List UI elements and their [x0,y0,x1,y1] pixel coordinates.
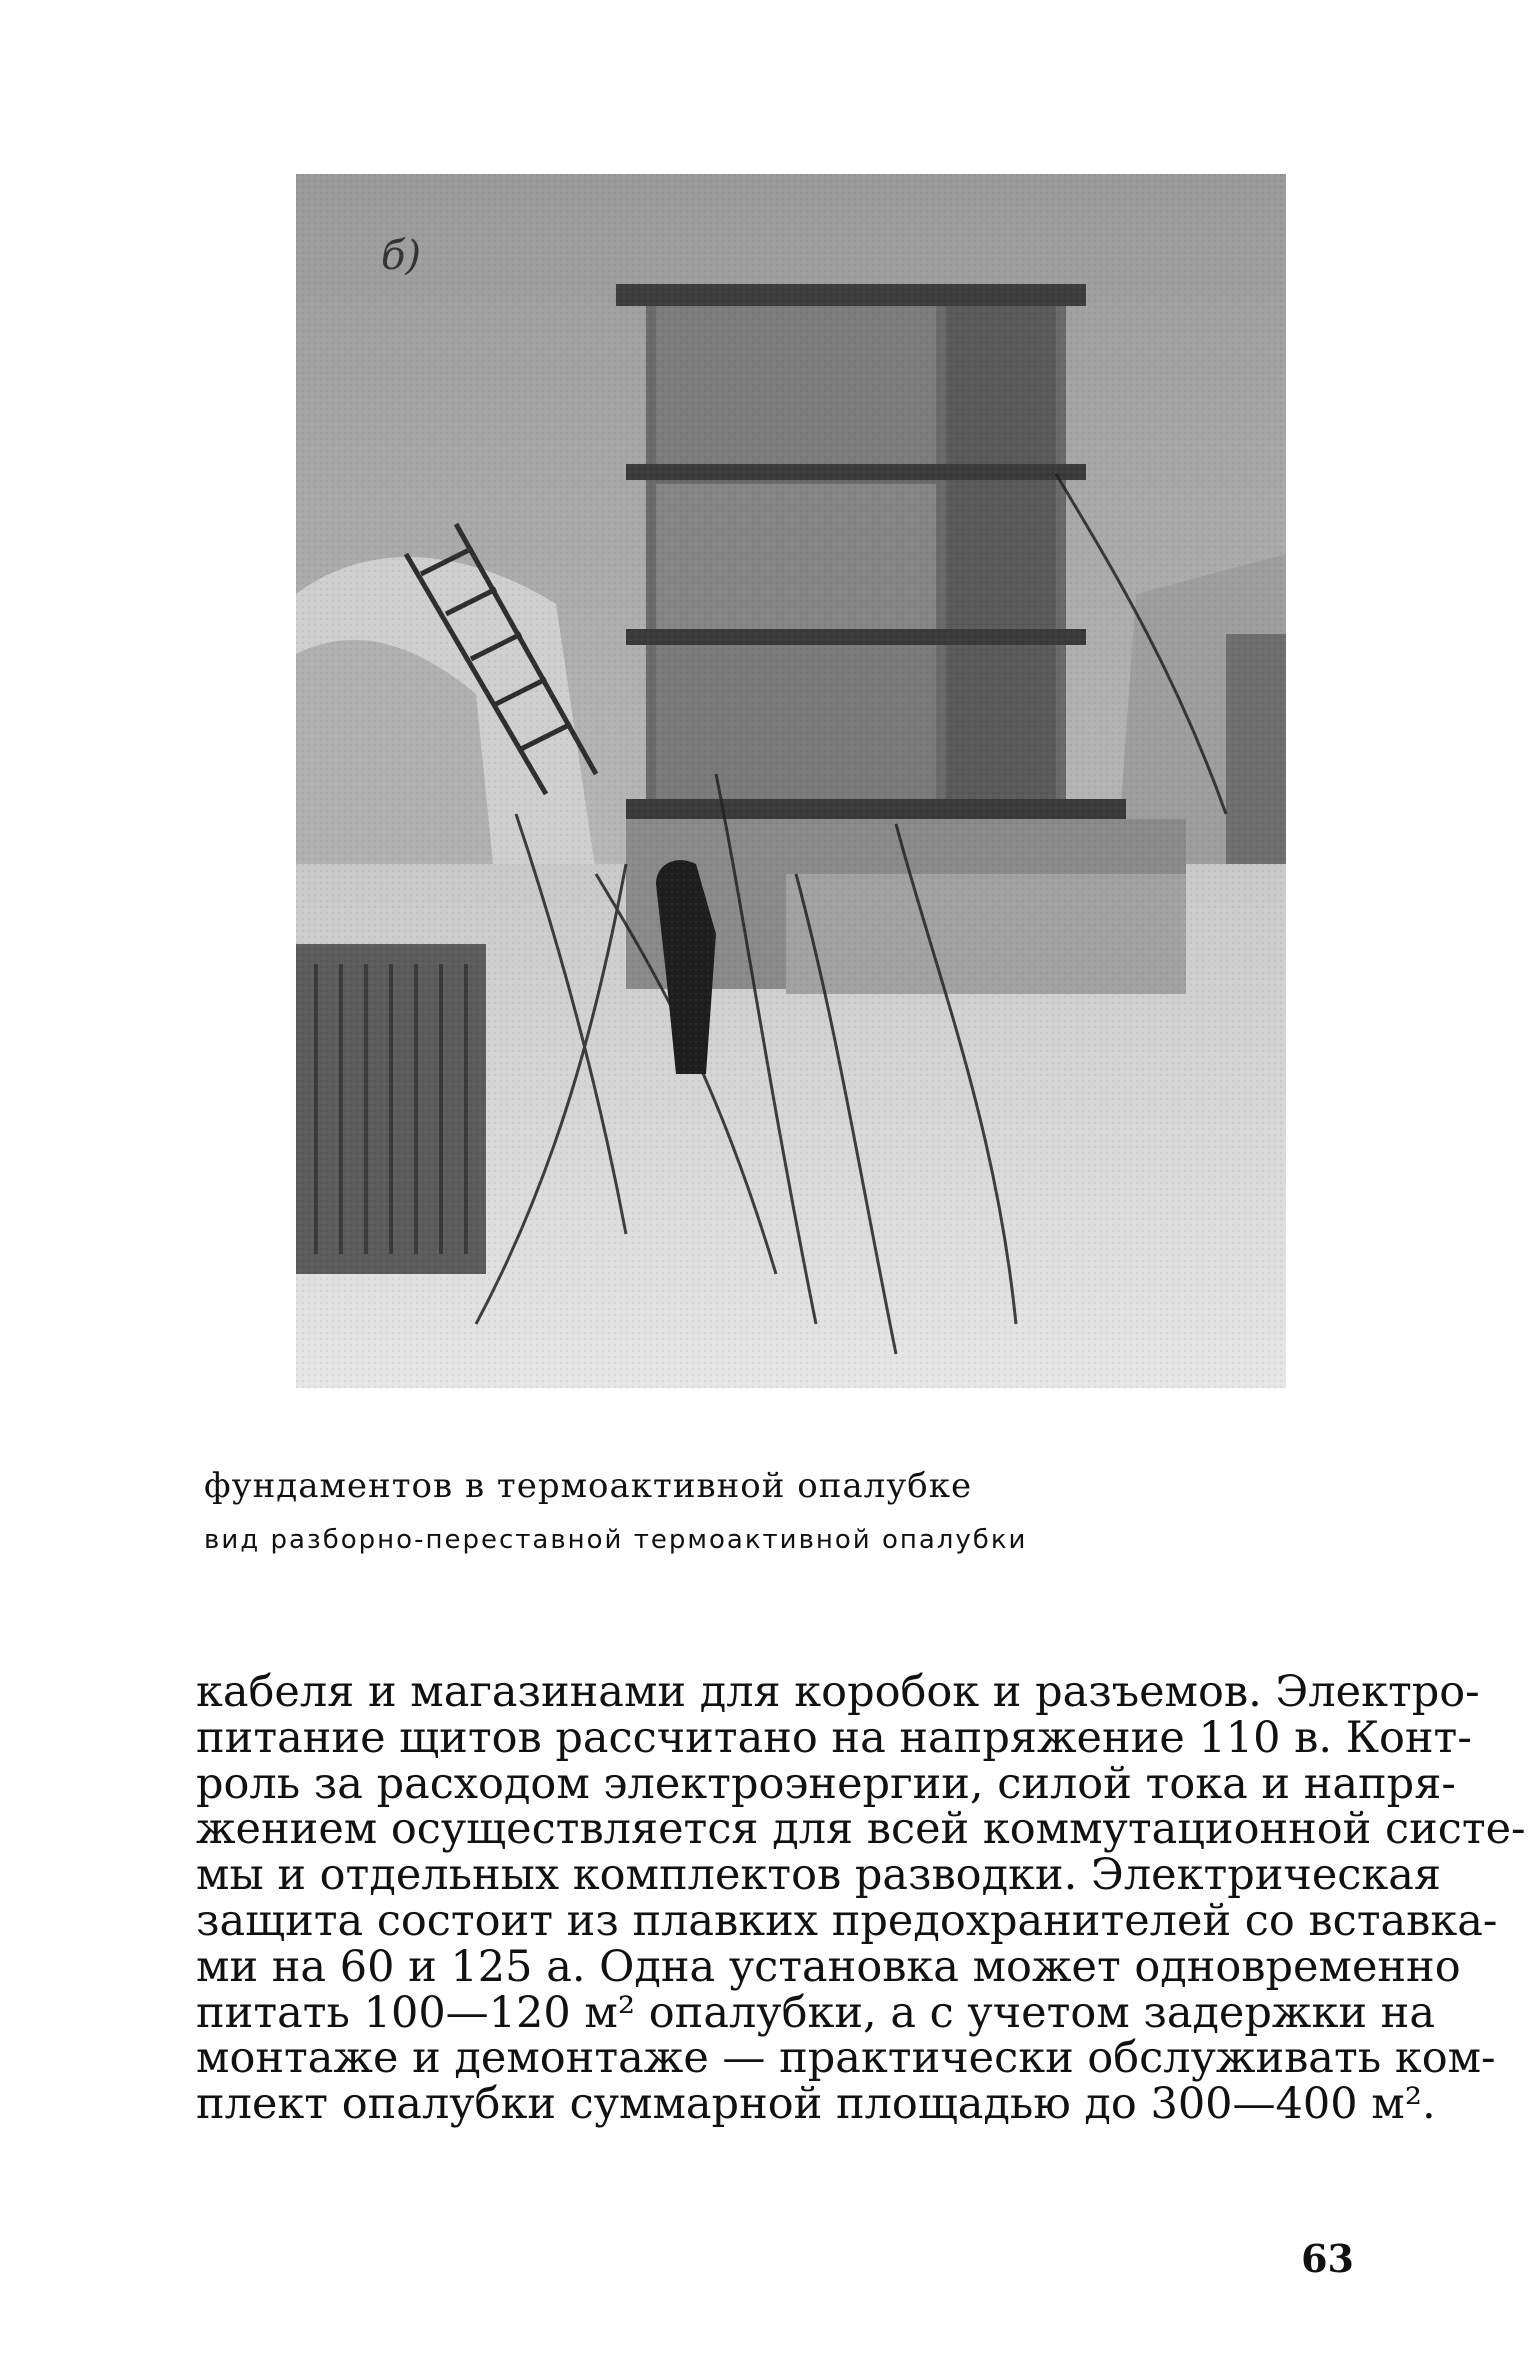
body-paragraph [196,1667,1526,2130]
page-number: 63 [1301,2236,1354,2281]
body-line: ми на 60 и 125 а. Одна установка может одновременно [196,1941,1461,1992]
body-line: мы и отдельных комплектов разводки. Электрическая [196,1850,1442,1901]
body-line: роль за расходом электроэнергии, силой тока и напря- [196,1758,1456,1809]
body-line: жением осуществляется для всей коммутационной систе- [196,1804,1526,1855]
body-line: питать 100—120 м² опалубки, а с учетом задержки на [196,1987,1435,2038]
body-line: питание щитов рассчитано на напряжение 110 в. Конт- [196,1712,1472,1763]
body-line: кабеля и магазинами для коробок и разъемов. Электро- [196,1667,1480,1717]
formwork-photo [296,174,1286,1388]
photo-drawing [296,174,1286,1388]
body-line: плект опалубки суммарной площадью до 300—400 м². [196,2079,1436,2130]
caption-line-2: вид разборно-переставной термоактивной опалубки [204,1525,1028,1555]
body-line: монтаже и демонтаже — практически обслуживать ком- [196,2033,1496,2084]
body-line: защита состоит из плавких предохранителей со вставка- [196,1895,1498,1946]
caption-line-1: фундаментов в термоактивной опалубке [204,1466,973,1506]
